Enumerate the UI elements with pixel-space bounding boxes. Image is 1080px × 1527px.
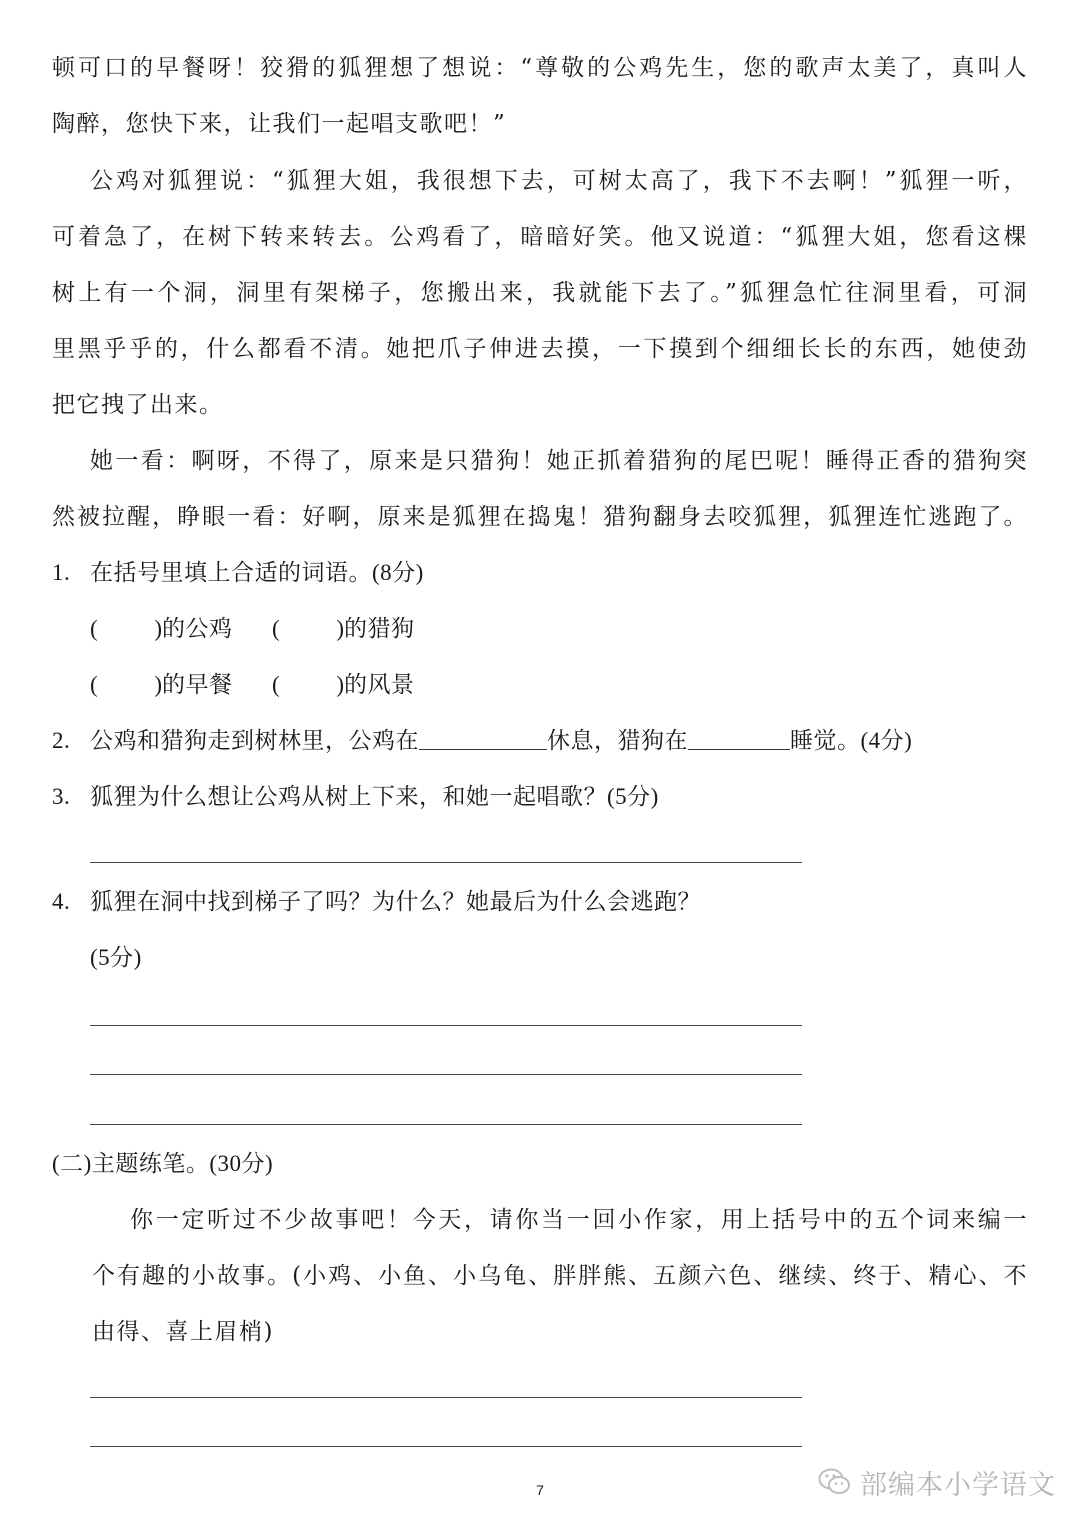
- story-line: 顿可口的早餐呀！狡猾的狐狸想了想说：“尊敬的公鸡先生，您的歌声太美了，真叫人: [52, 55, 1028, 81]
- question-1: [52, 558, 424, 588]
- question-number: 4.: [52, 889, 71, 914]
- question-text: 睡觉。(4分): [790, 728, 913, 753]
- wechat-icon: [818, 1467, 852, 1497]
- question-number: 1.: [52, 560, 71, 585]
- fill-paren[interactable]: ( ): [90, 672, 163, 697]
- question-text: 公鸡和猎狗走到树林里，公鸡在: [90, 728, 419, 753]
- question-text: 在括号里填上合适的词语。(8分): [90, 560, 424, 585]
- question-text: 狐狸在洞中找到梯子了吗？为什么？她最后为什么会逃跑？: [90, 889, 701, 914]
- question-score: (5分): [90, 945, 142, 970]
- watermark: [818, 1462, 1056, 1502]
- question-2: [52, 726, 912, 756]
- question-text: 狐狸为什么想让公鸡从树上下来，和她一起唱歌？(5分): [90, 784, 659, 809]
- story-line: 把它拽了出来。: [52, 392, 224, 418]
- fill-paren[interactable]: ( ): [272, 672, 345, 697]
- answer-blank[interactable]: [419, 727, 547, 750]
- answer-blank[interactable]: [688, 727, 790, 750]
- q1-item: 的公鸡: [162, 616, 233, 641]
- q1-row: [90, 614, 415, 644]
- question-4: [52, 887, 701, 917]
- prompt-line: 你一定听过不少故事吧！今天，请你当一回小作家，用上括号中的五个词来编一: [130, 1207, 1028, 1233]
- q1-row: [90, 670, 415, 700]
- story-line: 里黑乎乎的，什么都看不清。她把爪子伸进去摸，一下摸到个细细长长的东西，她使劲: [52, 336, 1028, 362]
- question-number: 2.: [52, 728, 71, 753]
- section-heading: (二)主题练笔。(30分): [52, 1151, 274, 1176]
- q1-item: 的猎狗: [344, 616, 415, 641]
- answer-line[interactable]: [90, 1074, 802, 1075]
- prompt-line: 个有趣的小故事。(小鸡、小鱼、小乌龟、胖胖熊、五颜六色、继续、终于、精心、不: [92, 1263, 1028, 1289]
- answer-line[interactable]: [90, 1397, 802, 1398]
- question-3: [52, 782, 659, 812]
- story-line: 公鸡对狐狸说：“狐狸大姐，我很想下去，可树太高了，我下不去啊！”狐狸一听，: [90, 168, 1028, 194]
- answer-line[interactable]: [90, 1446, 802, 1447]
- q1-item: 的风景: [344, 672, 415, 697]
- fill-paren[interactable]: ( ): [90, 616, 163, 641]
- story-line: 她一看：啊呀，不得了，原来是只猎狗！她正抓着猎狗的尾巴呢！睡得正香的猎狗突: [90, 448, 1028, 474]
- prompt-line: 由得、喜上眉梢): [92, 1319, 274, 1345]
- q1-item: 的早餐: [162, 672, 233, 697]
- page-number: 7: [536, 1482, 544, 1498]
- story-line: 可着急了，在树下转来转去。公鸡看了，暗暗好笑。他又说道：“狐狸大姐，您看这棵: [52, 224, 1028, 250]
- watermark-text: 部编本小学语文: [860, 1469, 1056, 1501]
- story-line: 陶醉，您快下来，让我们一起唱支歌吧！”: [52, 111, 507, 137]
- story-line: 然被拉醒，睁眼一看：好啊，原来是狐狸在捣鬼！猎狗翻身去咬狐狸，狐狸连忙逃跑了。: [52, 504, 1028, 530]
- question-number: 3.: [52, 784, 71, 809]
- story-line: 树上有一个洞，洞里有架梯子，您搬出来，我就能下去了。”狐狸急忙往洞里看，可洞: [52, 280, 1028, 306]
- question-text: 休息，猎狗在: [547, 728, 688, 753]
- fill-paren[interactable]: ( ): [272, 616, 345, 641]
- answer-line[interactable]: [90, 862, 802, 863]
- answer-line[interactable]: [90, 1124, 802, 1125]
- answer-line[interactable]: [90, 1025, 802, 1026]
